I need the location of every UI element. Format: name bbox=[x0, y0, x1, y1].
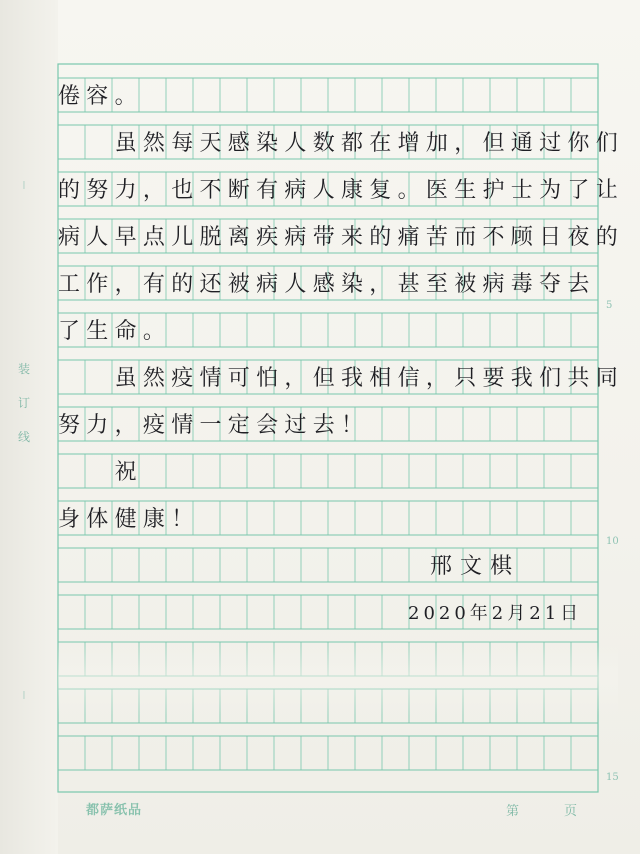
letter-line: 倦容。 bbox=[58, 84, 143, 109]
binding-label: 装订线 bbox=[17, 362, 30, 444]
letter-line: 的努力，也不断有病人康复。医生护士为了让 bbox=[58, 178, 625, 203]
line-number-15: 15 bbox=[606, 772, 619, 783]
page-prefix: 第 bbox=[506, 804, 520, 819]
letter-line: 努力，疫情一定会过去！ bbox=[58, 413, 370, 438]
line-number-5: 5 bbox=[606, 300, 613, 311]
brand-logo: 都萨纸品 bbox=[86, 803, 143, 818]
binding-mark: | bbox=[22, 690, 26, 699]
letter-line: 身体健康！ bbox=[58, 507, 200, 532]
signature: 邢文棋 bbox=[430, 554, 521, 579]
letter-line: 虽然每天感染人数都在增加，但通过你们 bbox=[58, 131, 625, 156]
letter-line: 工作，有的还被病人感染，甚至被病毒夺去 bbox=[58, 272, 596, 297]
letter-line: 病人早点儿脱离疾病带来的痛苦而不顾日夜的 bbox=[58, 225, 625, 250]
letter-line: 了生命。 bbox=[58, 319, 172, 344]
binding-mark: | bbox=[22, 180, 26, 189]
letter-line: 祝 bbox=[58, 460, 143, 485]
letter-date: 2020年2月21日 bbox=[408, 603, 583, 624]
page-suffix: 页 bbox=[564, 804, 578, 819]
line-number-10: 10 bbox=[606, 536, 619, 547]
faded-lines bbox=[58, 645, 618, 715]
letter-line: 虽然疫情可怕，但我相信，只要我们共同 bbox=[58, 366, 625, 391]
